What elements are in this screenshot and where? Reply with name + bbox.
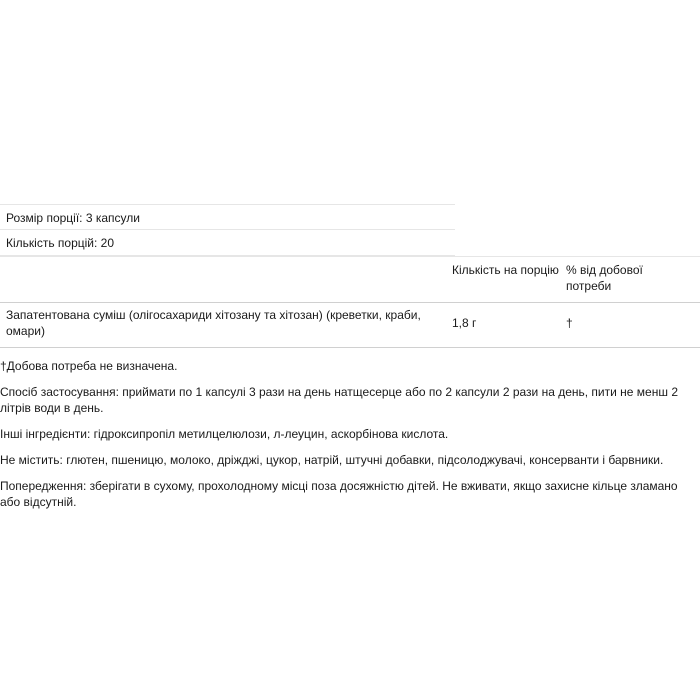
table-row (0, 303, 700, 348)
supplement-facts-document (0, 204, 700, 510)
ingredient-daily-value: † (566, 316, 573, 330)
ingredient-name: Запатентована суміш (олігосахариди хітозану та хітозан) (креветки, краби, омари) (6, 308, 421, 338)
ingredient-amount: 1,8 г (452, 316, 477, 330)
servings-per-container: Кількість порцій: 20 (0, 230, 455, 256)
usage-instructions: Спосіб застосування: приймати по 1 капсулі 3 рази на день натщесерце або по 2 капсули 2 рази на день, пити не менш 2 літрів води в день. (0, 385, 678, 415)
other-ingredients: Інші інгредієнти: гідроксипропіл метилцелюлози, л-леуцин, аскорбінова кислота. (0, 427, 449, 441)
daily-value-footnote: †Добова потреба не визначена. (0, 359, 178, 373)
free-of-list: Не містить: глютен, пшеницю, молоко, дріжджі, цукор, натрій, штучні добавки, підсолоджувачі, консерванти і барвники. (0, 453, 664, 467)
header-name-cell (0, 262, 452, 302)
header-daily-value: % від добової потреби (566, 263, 643, 293)
warning-text: Попередження: зберігати в сухому, прохолодному місці поза досяжністю дітей. Не вживати, якщо захисне кільце зламано або відсутній. (0, 479, 678, 509)
serving-size: Розмір порції: 3 капсули (0, 204, 455, 230)
header-amount: Кількість на порцію (452, 263, 559, 277)
table-header (0, 256, 700, 303)
